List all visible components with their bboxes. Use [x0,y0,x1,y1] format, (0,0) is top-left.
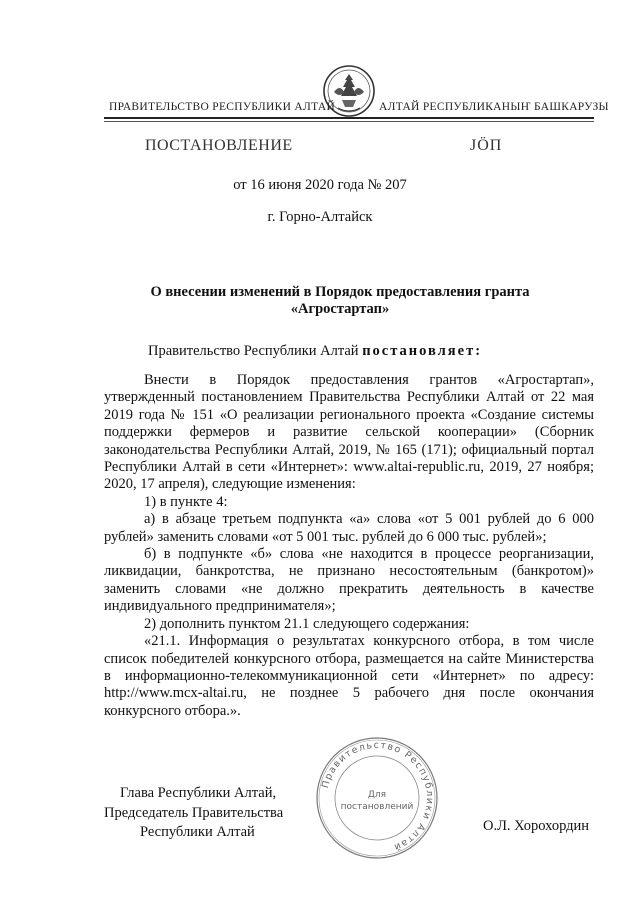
svg-text:постановлений: постановлений [340,802,414,812]
title-line-1: О внесении изменений в Порядок предоставления гранта [150,284,530,300]
svg-text:Для: Для [367,790,387,800]
decree-statement [148,343,482,360]
header-rule-thick [104,117,594,119]
paragraph-item-2: 2) дополнить пунктом 21.1 следующего содержания: [144,615,470,632]
paragraph-item-21-1: «21.1. Информация о результатах конкурсного отбора, в том числе список победителей конкурсного отбора, размещается на сайте Министерства в информационно-телекоммуникационной сети «Интернет» по адресу: http://www.mcx-altai.ru, не позднее 5 рабочего дня после окончания конкурсного отбора.». [104,633,594,719]
paragraph-main: Внести в Порядок предоставления грантов «Агростартап», утвержденный постановлением Правительства Республики Алтай от 22 мая 2019 года № 151 «О реализации регионального проекта «Создание системы поддержки фермеров и развитие сельской кооперации» (Сборник законодательства Республики Алтай, 2019, № 165 (171); официальный портал Республики Алтай в сети «Интернет»: www.altai-republic.ru, 2019, 27 ноября; 2020, 17 апреля), следующие изменения: [104,372,594,493]
signatory-name: О.Л. Хорохордин [483,818,590,834]
signatory-line-2: Председатель Правительства [104,804,284,821]
document-city: г. Горно-Алтайск [267,209,373,225]
document-date-number: от 16 июня 2020 года № 207 [233,177,407,193]
government-name-altai: АЛТАЙ РЕСПУБЛИКАНЫҤ БАШКАРУЗЫ [379,101,609,113]
signatory-line-1: Глава Республики Алтай, [120,785,277,801]
paragraph-item-1b: б) в подпункте «б» слова «не находится в процессе реорганизации, ликвидации, банкротства, не признано несостоятельным (банкротом)» заменить словами «не должно прекратить деятельность в качестве индивидуального предпринимателя»; [104,546,594,615]
svg-text:Правительство Республики Алтай: Правительство Республики Алтай [319,739,436,854]
document-title [120,284,560,318]
paragraph-item-1a: а) в абзаце третьем подпункта «а» слова «от 5 001 рублей до 6 000 рублей» заменить словами «от 5 001 тыс. рублей до 6 000 тыс. рублей»; [104,511,594,545]
decree-prefix: Правительство Республики Алтай [148,343,359,359]
document-type-russian: ПОСТАНОВЛЕНИЕ [145,137,293,154]
official-stamp-seal [312,733,442,863]
document-type-altai: JӦП [470,137,503,154]
document-body [104,372,594,720]
paragraph-item-1: 1) в пункте 4: [144,493,228,510]
signatory-line-3: Республики Алтай [140,824,255,840]
title-line-2: «Агростартап» [290,301,390,317]
decree-word: постановляет: [362,343,483,359]
signatory-title [104,784,283,843]
header-rule-thin [104,121,594,122]
government-name-russian: ПРАВИТЕЛЬСТВО РЕСПУБЛИКИ АЛТАЙ [109,101,336,113]
